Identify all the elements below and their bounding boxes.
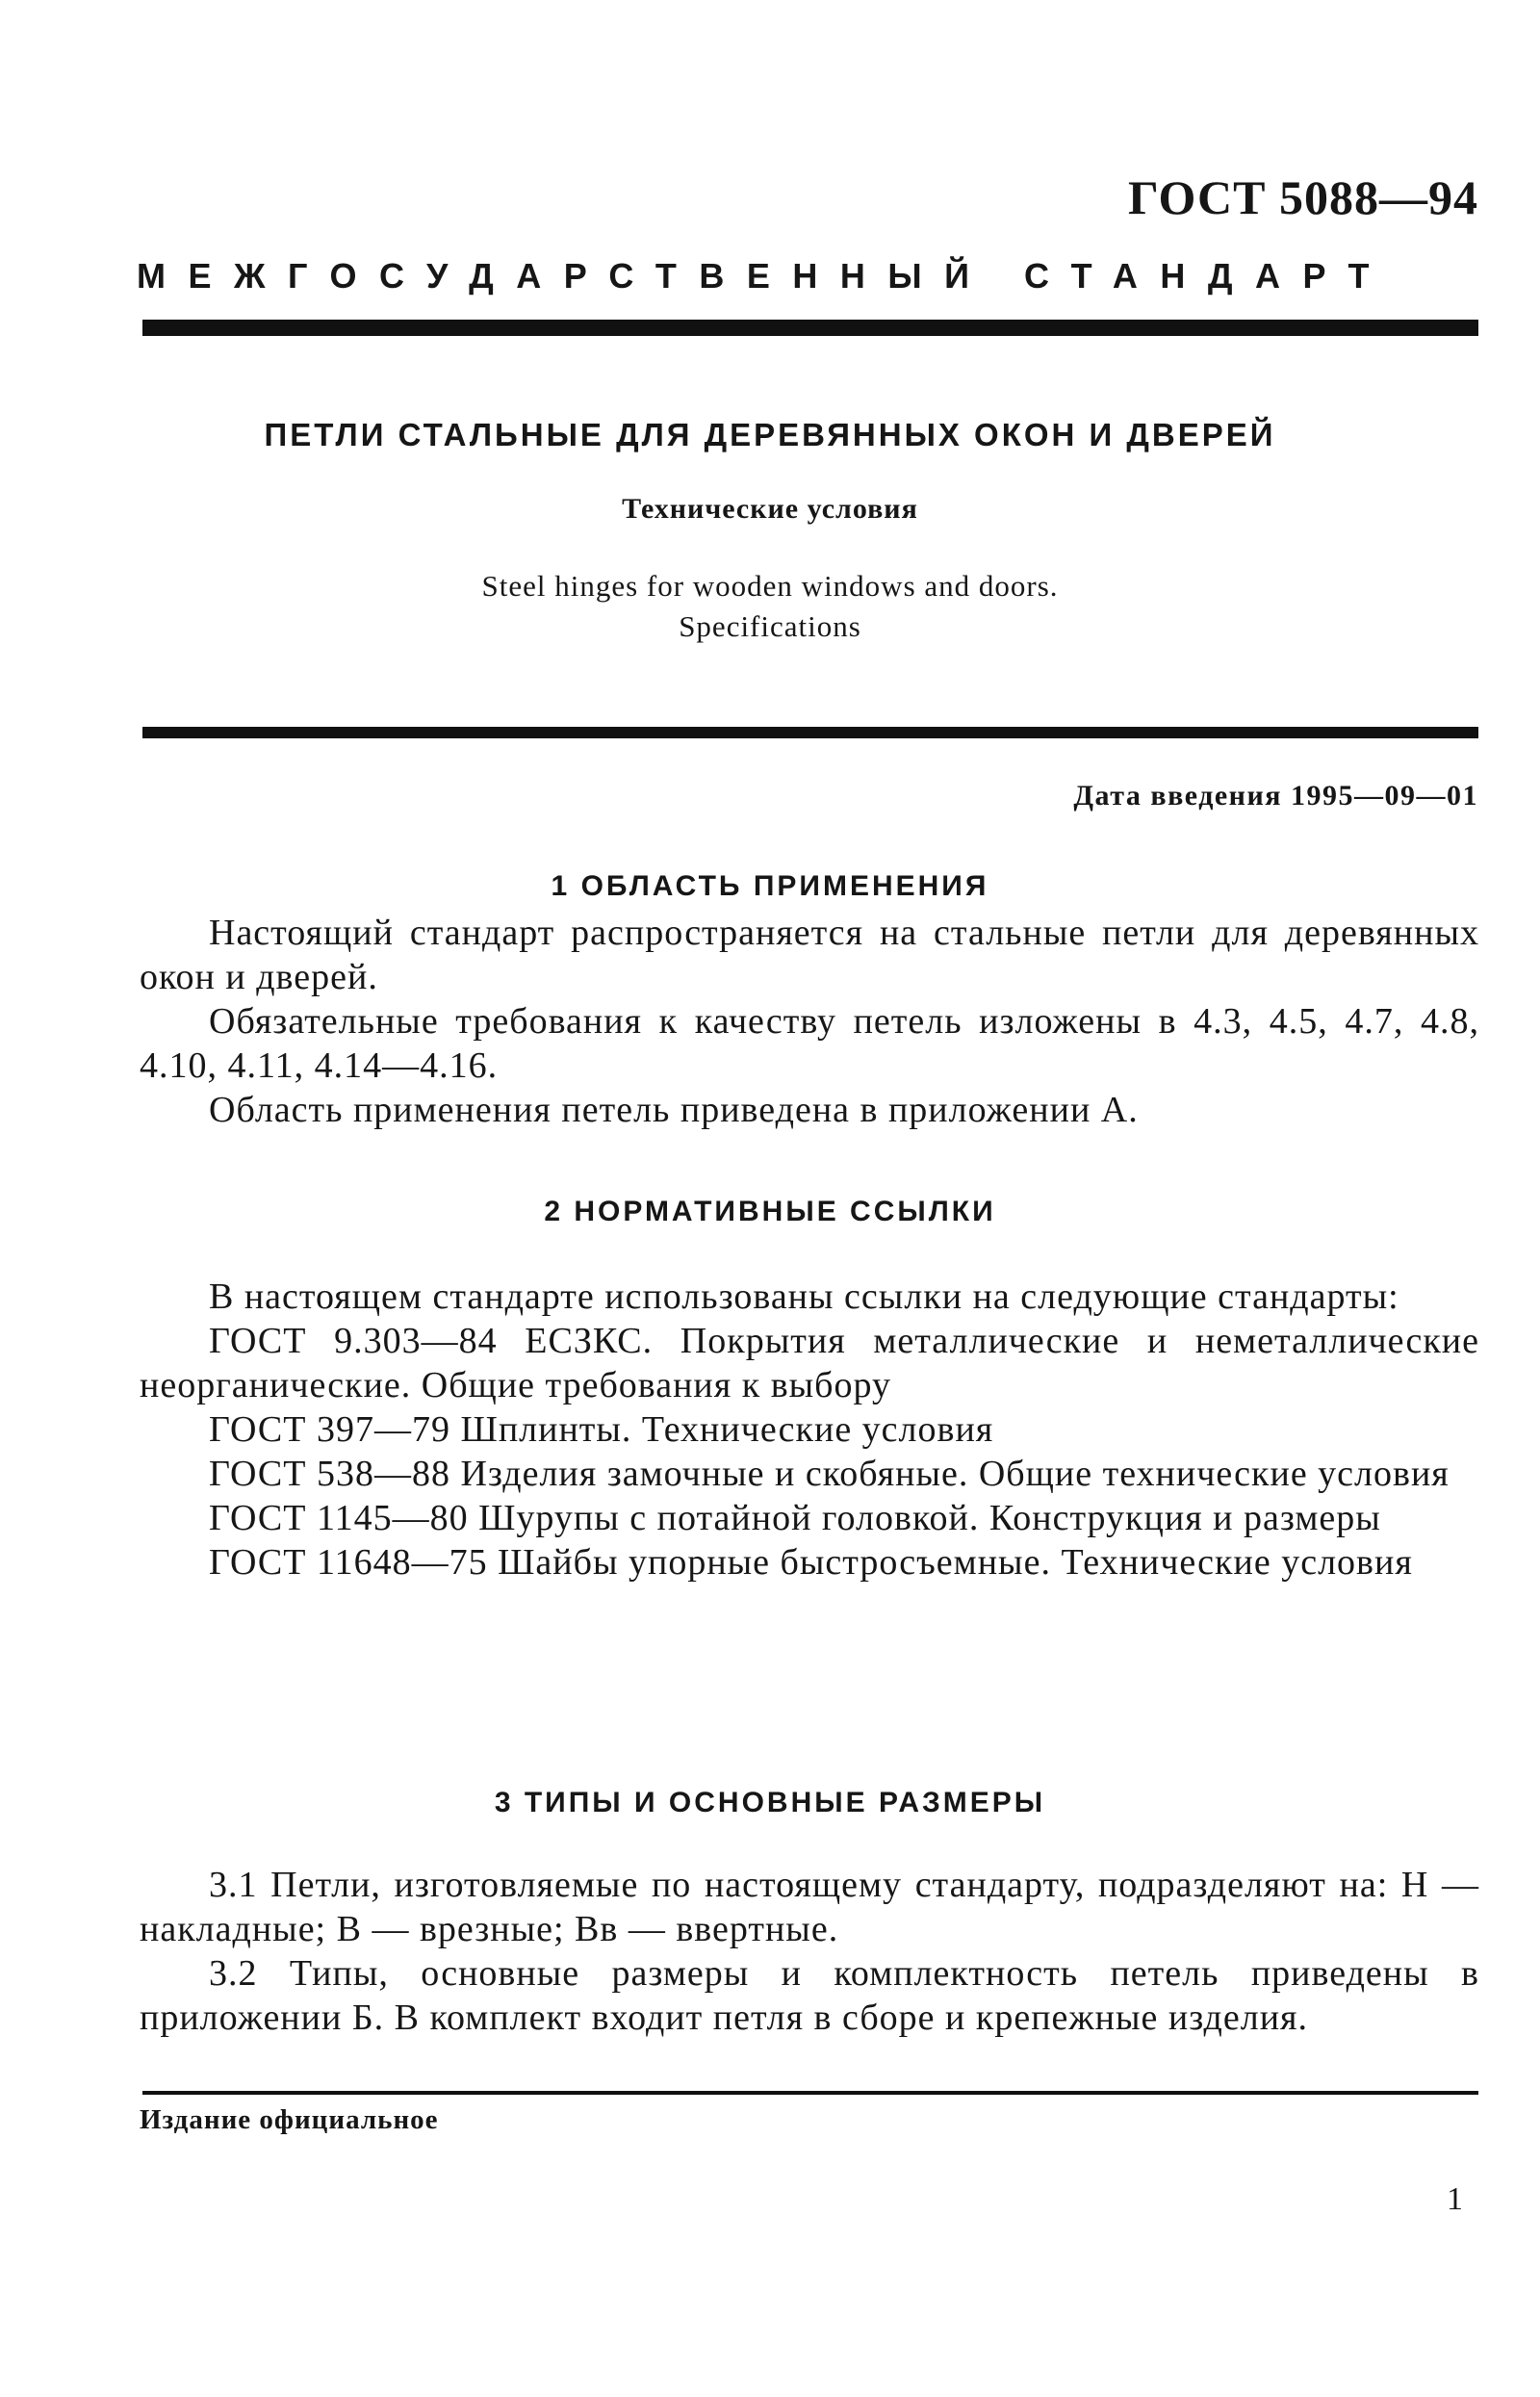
english-title-line-2: Specifications (679, 609, 861, 643)
clause-3-2: 3.2 Типы, основные размеры и комплектность петель приведены в приложении Б. В комплект входит петля в сборе и крепежные изделия. (140, 1953, 1479, 2038)
interstate-standard-label: МЕЖГОСУДАРСТВЕННЫЙ СТАНДАРТ (137, 256, 1393, 296)
reference-gost-11648: ГОСТ 11648—75 Шайбы упорные быстросъемные. Технические условия (209, 1542, 1413, 1583)
section-1-paragraph-3: Область применения петель приведена в приложении А. (209, 1090, 1139, 1130)
reference-gost-538: ГОСТ 538—88 Изделия замочные и скобяные. Общие технические условия (209, 1454, 1450, 1494)
reference-gost-9-303: ГОСТ 9.303—84 ЕСЗКС. Покрытия металлические и неметаллические неорганические. Общие требования к выбору (140, 1321, 1479, 1405)
section-1-body (140, 911, 1479, 1132)
title-rule (142, 727, 1478, 738)
footer-rule (142, 2091, 1478, 2095)
section-2-heading: 2 НОРМАТИВНЫЕ ССЫЛКИ (544, 1196, 996, 1227)
gost-number: ГОСТ 5088—94 (1127, 170, 1478, 224)
clause-3-1: 3.1 Петли, изготовляемые по настоящему стандарту, подразделяют на: Н — накладные; В — врезные; Вв — ввертные. (140, 1865, 1479, 1949)
section-3-heading: 3 ТИПЫ И ОСНОВНЫЕ РАЗМЕРЫ (494, 1787, 1046, 1818)
english-title-line-1: Steel hinges for wooden windows and doors. (481, 569, 1059, 603)
section-2-paragraph-1: В настоящем стандарте использованы ссылки на следующие стандарты: (209, 1276, 1399, 1317)
document-title: ПЕТЛИ СТАЛЬНЫЕ ДЛЯ ДЕРЕВЯННЫХ ОКОН И ДВЕРЕЙ (264, 417, 1276, 452)
section-2-body (140, 1275, 1479, 1585)
introduction-date: Дата введения 1995—09—01 (1073, 780, 1478, 812)
english-title (0, 566, 1540, 647)
section-1-paragraph-2: Обязательные требования к качеству петель изложены в 4.3, 4.5, 4.7, 4.8, 4.10, 4.11, 4.14—4.16. (140, 1001, 1479, 1086)
reference-gost-397: ГОСТ 397—79 Шплинты. Технические условия (209, 1409, 994, 1450)
document-subtitle: Технические условия (622, 493, 918, 525)
page-number: 1 (1447, 2181, 1463, 2217)
header-rule (142, 320, 1478, 336)
section-1-heading: 1 ОБЛАСТЬ ПРИМЕНЕНИЯ (551, 870, 989, 902)
reference-gost-1145: ГОСТ 1145—80 Шурупы с потайной головкой. Конструкция и размеры (209, 1498, 1381, 1538)
edition-label: Издание официальное (140, 2104, 439, 2135)
section-1-paragraph-1: Настоящий стандарт распространяется на стальные петли для деревянных окон и дверей. (140, 913, 1479, 997)
section-3-body (140, 1863, 1479, 2040)
